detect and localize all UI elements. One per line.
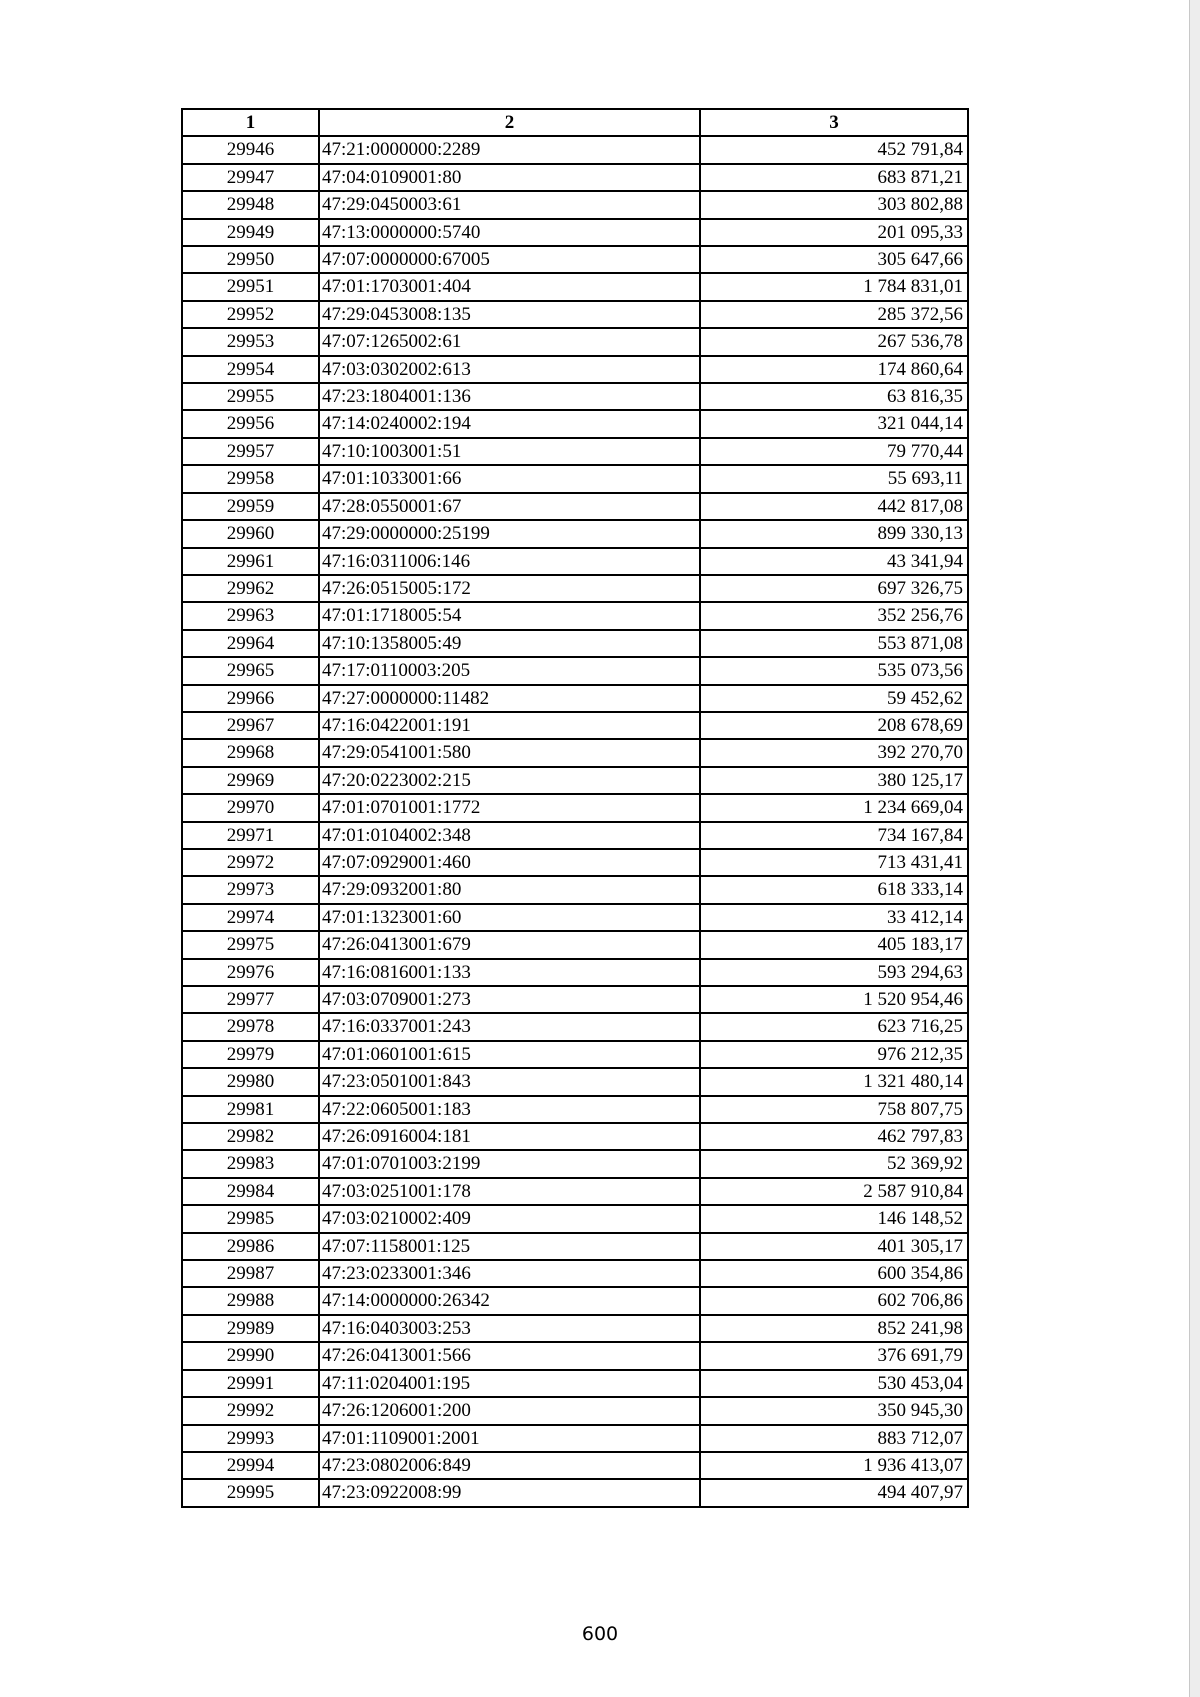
cadastral-number-cell: 47:23:0922008:99 [319, 1479, 700, 1506]
row-number-cell: 29989 [182, 1315, 319, 1342]
table-row [182, 1096, 968, 1123]
page-edge [1189, 0, 1200, 1697]
row-number-cell: 29995 [182, 1479, 319, 1506]
row-number-cell: 29960 [182, 520, 319, 547]
table-row [182, 685, 968, 712]
row-number-cell: 29946 [182, 136, 319, 163]
table-row [182, 931, 968, 958]
row-number-cell: 29975 [182, 931, 319, 958]
value-cell: 267 536,78 [700, 328, 968, 355]
table-row [182, 1370, 968, 1397]
table-row [182, 438, 968, 465]
table-row [182, 1013, 968, 1040]
table-row [182, 986, 968, 1013]
row-number-cell: 29979 [182, 1041, 319, 1068]
table-row [182, 1315, 968, 1342]
header-cell-2: 2 [319, 109, 700, 136]
row-number-cell: 29985 [182, 1205, 319, 1232]
row-number-cell: 29978 [182, 1013, 319, 1040]
cadastral-number-cell: 47:03:0251001:178 [319, 1178, 700, 1205]
value-cell: 1 321 480,14 [700, 1068, 968, 1095]
value-cell: 146 148,52 [700, 1205, 968, 1232]
table-row [182, 1397, 968, 1424]
cadastral-number-cell: 47:04:0109001:80 [319, 164, 700, 191]
row-number-cell: 29964 [182, 630, 319, 657]
cadastral-number-cell: 47:29:0000000:25199 [319, 520, 700, 547]
row-number-cell: 29959 [182, 493, 319, 520]
table-row [182, 1425, 968, 1452]
table-row [182, 246, 968, 273]
value-cell: 174 860,64 [700, 356, 968, 383]
row-number-cell: 29988 [182, 1287, 319, 1314]
table-row [182, 1260, 968, 1287]
table-row [182, 712, 968, 739]
cadastral-number-cell: 47:27:0000000:11482 [319, 685, 700, 712]
row-number-cell: 29963 [182, 602, 319, 629]
cadastral-number-cell: 47:16:0816001:133 [319, 959, 700, 986]
row-number-cell: 29976 [182, 959, 319, 986]
table-row [182, 191, 968, 218]
value-cell: 63 816,35 [700, 383, 968, 410]
row-number-cell: 29986 [182, 1233, 319, 1260]
row-number-cell: 29955 [182, 383, 319, 410]
cadastral-number-cell: 47:23:0233001:346 [319, 1260, 700, 1287]
row-number-cell: 29972 [182, 849, 319, 876]
value-cell: 405 183,17 [700, 931, 968, 958]
row-number-cell: 29993 [182, 1425, 319, 1452]
row-number-cell: 29953 [182, 328, 319, 355]
table-row [182, 630, 968, 657]
value-cell: 350 945,30 [700, 1397, 968, 1424]
value-cell: 494 407,97 [700, 1479, 968, 1506]
row-number-cell: 29991 [182, 1370, 319, 1397]
cadastral-number-cell: 47:01:1033001:66 [319, 465, 700, 492]
row-number-cell: 29990 [182, 1342, 319, 1369]
value-cell: 2 587 910,84 [700, 1178, 968, 1205]
table-row [182, 301, 968, 328]
cadastral-number-cell: 47:16:0337001:243 [319, 1013, 700, 1040]
row-number-cell: 29984 [182, 1178, 319, 1205]
value-cell: 303 802,88 [700, 191, 968, 218]
row-number-cell: 29951 [182, 273, 319, 300]
value-cell: 33 412,14 [700, 904, 968, 931]
value-cell: 462 797,83 [700, 1123, 968, 1150]
value-cell: 593 294,63 [700, 959, 968, 986]
cadastral-number-cell: 47:01:0701001:1772 [319, 794, 700, 821]
header-row [182, 109, 968, 136]
table-row [182, 219, 968, 246]
cadastral-number-cell: 47:07:1265002:61 [319, 328, 700, 355]
table-row [182, 904, 968, 931]
value-cell: 976 212,35 [700, 1041, 968, 1068]
value-cell: 1 234 669,04 [700, 794, 968, 821]
table-row [182, 849, 968, 876]
row-number-cell: 29969 [182, 767, 319, 794]
value-cell: 401 305,17 [700, 1233, 968, 1260]
table-body [182, 136, 968, 1506]
cadastral-number-cell: 47:29:0450003:61 [319, 191, 700, 218]
header-cell-3: 3 [700, 109, 968, 136]
cadastral-number-cell: 47:21:0000000:2289 [319, 136, 700, 163]
value-cell: 55 693,11 [700, 465, 968, 492]
cadastral-number-cell: 47:01:1703001:404 [319, 273, 700, 300]
row-number-cell: 29948 [182, 191, 319, 218]
row-number-cell: 29961 [182, 548, 319, 575]
cadastral-number-cell: 47:14:0240002:194 [319, 410, 700, 437]
row-number-cell: 29974 [182, 904, 319, 931]
row-number-cell: 29980 [182, 1068, 319, 1095]
value-cell: 852 241,98 [700, 1315, 968, 1342]
value-cell: 285 372,56 [700, 301, 968, 328]
value-cell: 1 784 831,01 [700, 273, 968, 300]
value-cell: 321 044,14 [700, 410, 968, 437]
cadastral-number-cell: 47:26:0916004:181 [319, 1123, 700, 1150]
value-cell: 59 452,62 [700, 685, 968, 712]
table-row [182, 959, 968, 986]
row-number-cell: 29977 [182, 986, 319, 1013]
table-row [182, 602, 968, 629]
table-row [182, 410, 968, 437]
value-cell: 883 712,07 [700, 1425, 968, 1452]
value-cell: 618 333,14 [700, 876, 968, 903]
value-cell: 201 095,33 [700, 219, 968, 246]
row-number-cell: 29992 [182, 1397, 319, 1424]
cadastral-number-cell: 47:01:1718005:54 [319, 602, 700, 629]
value-cell: 452 791,84 [700, 136, 968, 163]
value-cell: 697 326,75 [700, 575, 968, 602]
value-cell: 602 706,86 [700, 1287, 968, 1314]
value-cell: 79 770,44 [700, 438, 968, 465]
cadastral-number-cell: 47:14:0000000:26342 [319, 1287, 700, 1314]
cadastral-number-cell: 47:26:0413001:566 [319, 1342, 700, 1369]
cadastral-number-cell: 47:17:0110003:205 [319, 657, 700, 684]
table-row [182, 1342, 968, 1369]
cadastral-number-cell: 47:26:0515005:172 [319, 575, 700, 602]
value-cell: 442 817,08 [700, 493, 968, 520]
row-number-cell: 29952 [182, 301, 319, 328]
cadastral-number-cell: 47:20:0223002:215 [319, 767, 700, 794]
cadastral-number-cell: 47:16:0311006:146 [319, 548, 700, 575]
cadastral-number-cell: 47:03:0709001:273 [319, 986, 700, 1013]
value-cell: 376 691,79 [700, 1342, 968, 1369]
row-number-cell: 29954 [182, 356, 319, 383]
cadastral-number-cell: 47:01:1323001:60 [319, 904, 700, 931]
value-cell: 623 716,25 [700, 1013, 968, 1040]
table-row [182, 1041, 968, 1068]
table-row [182, 493, 968, 520]
value-cell: 1 936 413,07 [700, 1452, 968, 1479]
table-row [182, 657, 968, 684]
value-cell: 758 807,75 [700, 1096, 968, 1123]
table-row [182, 822, 968, 849]
row-number-cell: 29981 [182, 1096, 319, 1123]
cadastral-number-cell: 47:29:0541001:580 [319, 739, 700, 766]
row-number-cell: 29949 [182, 219, 319, 246]
row-number-cell: 29957 [182, 438, 319, 465]
value-cell: 713 431,41 [700, 849, 968, 876]
table-row [182, 794, 968, 821]
cadastral-number-cell: 47:26:1206001:200 [319, 1397, 700, 1424]
header-cell-1: 1 [182, 109, 319, 136]
cadastral-number-cell: 47:01:1109001:2001 [319, 1425, 700, 1452]
table-row [182, 1068, 968, 1095]
value-cell: 553 871,08 [700, 630, 968, 657]
cadastral-number-cell: 47:16:0422001:191 [319, 712, 700, 739]
cadastral-number-cell: 47:07:0929001:460 [319, 849, 700, 876]
cadastral-number-cell: 47:28:0550001:67 [319, 493, 700, 520]
value-cell: 1 520 954,46 [700, 986, 968, 1013]
table-row [182, 1178, 968, 1205]
row-number-cell: 29947 [182, 164, 319, 191]
cadastral-number-cell: 47:16:0403003:253 [319, 1315, 700, 1342]
cadastral-number-cell: 47:01:0701003:2199 [319, 1150, 700, 1177]
table-row [182, 575, 968, 602]
table-row [182, 739, 968, 766]
table-row [182, 1123, 968, 1150]
table-row [182, 767, 968, 794]
table-row [182, 548, 968, 575]
row-number-cell: 29970 [182, 794, 319, 821]
value-cell: 530 453,04 [700, 1370, 968, 1397]
cadastral-number-cell: 47:03:0210002:409 [319, 1205, 700, 1232]
value-cell: 734 167,84 [700, 822, 968, 849]
cadastral-number-cell: 47:23:1804001:136 [319, 383, 700, 410]
row-number-cell: 29982 [182, 1123, 319, 1150]
value-cell: 352 256,76 [700, 602, 968, 629]
table-row [182, 465, 968, 492]
cadastral-number-cell: 47:01:0104002:348 [319, 822, 700, 849]
table-row [182, 1205, 968, 1232]
table-row [182, 1233, 968, 1260]
table-header [182, 109, 968, 136]
row-number-cell: 29973 [182, 876, 319, 903]
table-row [182, 1452, 968, 1479]
cadastral-number-cell: 47:10:1003001:51 [319, 438, 700, 465]
cadastral-number-cell: 47:10:1358005:49 [319, 630, 700, 657]
cadastral-number-cell: 47:29:0453008:135 [319, 301, 700, 328]
row-number-cell: 29968 [182, 739, 319, 766]
cadastral-number-cell: 47:23:0501001:843 [319, 1068, 700, 1095]
value-cell: 535 073,56 [700, 657, 968, 684]
row-number-cell: 29987 [182, 1260, 319, 1287]
row-number-cell: 29971 [182, 822, 319, 849]
row-number-cell: 29962 [182, 575, 319, 602]
value-cell: 52 369,92 [700, 1150, 968, 1177]
table-row [182, 328, 968, 355]
cadastral-number-cell: 47:13:0000000:5740 [319, 219, 700, 246]
table-row [182, 520, 968, 547]
row-number-cell: 29950 [182, 246, 319, 273]
table-row [182, 1479, 968, 1506]
table-row [182, 1150, 968, 1177]
value-cell: 600 354,86 [700, 1260, 968, 1287]
value-cell: 305 647,66 [700, 246, 968, 273]
value-cell: 380 125,17 [700, 767, 968, 794]
row-number-cell: 29967 [182, 712, 319, 739]
cadastral-number-cell: 47:07:1158001:125 [319, 1233, 700, 1260]
table-row [182, 273, 968, 300]
value-cell: 683 871,21 [700, 164, 968, 191]
cadastral-number-cell: 47:03:0302002:613 [319, 356, 700, 383]
cadastral-number-cell: 47:01:0601001:615 [319, 1041, 700, 1068]
row-number-cell: 29956 [182, 410, 319, 437]
table-row [182, 383, 968, 410]
value-cell: 899 330,13 [700, 520, 968, 547]
cadastral-number-cell: 47:26:0413001:679 [319, 931, 700, 958]
row-number-cell: 29983 [182, 1150, 319, 1177]
table-row [182, 164, 968, 191]
cadastral-number-cell: 47:11:0204001:195 [319, 1370, 700, 1397]
table-row [182, 136, 968, 163]
table-row [182, 876, 968, 903]
cadastral-number-cell: 47:29:0932001:80 [319, 876, 700, 903]
row-number-cell: 29958 [182, 465, 319, 492]
table-row [182, 356, 968, 383]
value-cell: 208 678,69 [700, 712, 968, 739]
value-cell: 392 270,70 [700, 739, 968, 766]
cadastral-number-cell: 47:22:0605001:183 [319, 1096, 700, 1123]
row-number-cell: 29966 [182, 685, 319, 712]
page-number: 600 [581, 1623, 619, 1645]
row-number-cell: 29965 [182, 657, 319, 684]
value-cell: 43 341,94 [700, 548, 968, 575]
table-row [182, 1287, 968, 1314]
row-number-cell: 29994 [182, 1452, 319, 1479]
data-table [181, 108, 969, 1508]
cadastral-number-cell: 47:07:0000000:67005 [319, 246, 700, 273]
cadastral-number-cell: 47:23:0802006:849 [319, 1452, 700, 1479]
